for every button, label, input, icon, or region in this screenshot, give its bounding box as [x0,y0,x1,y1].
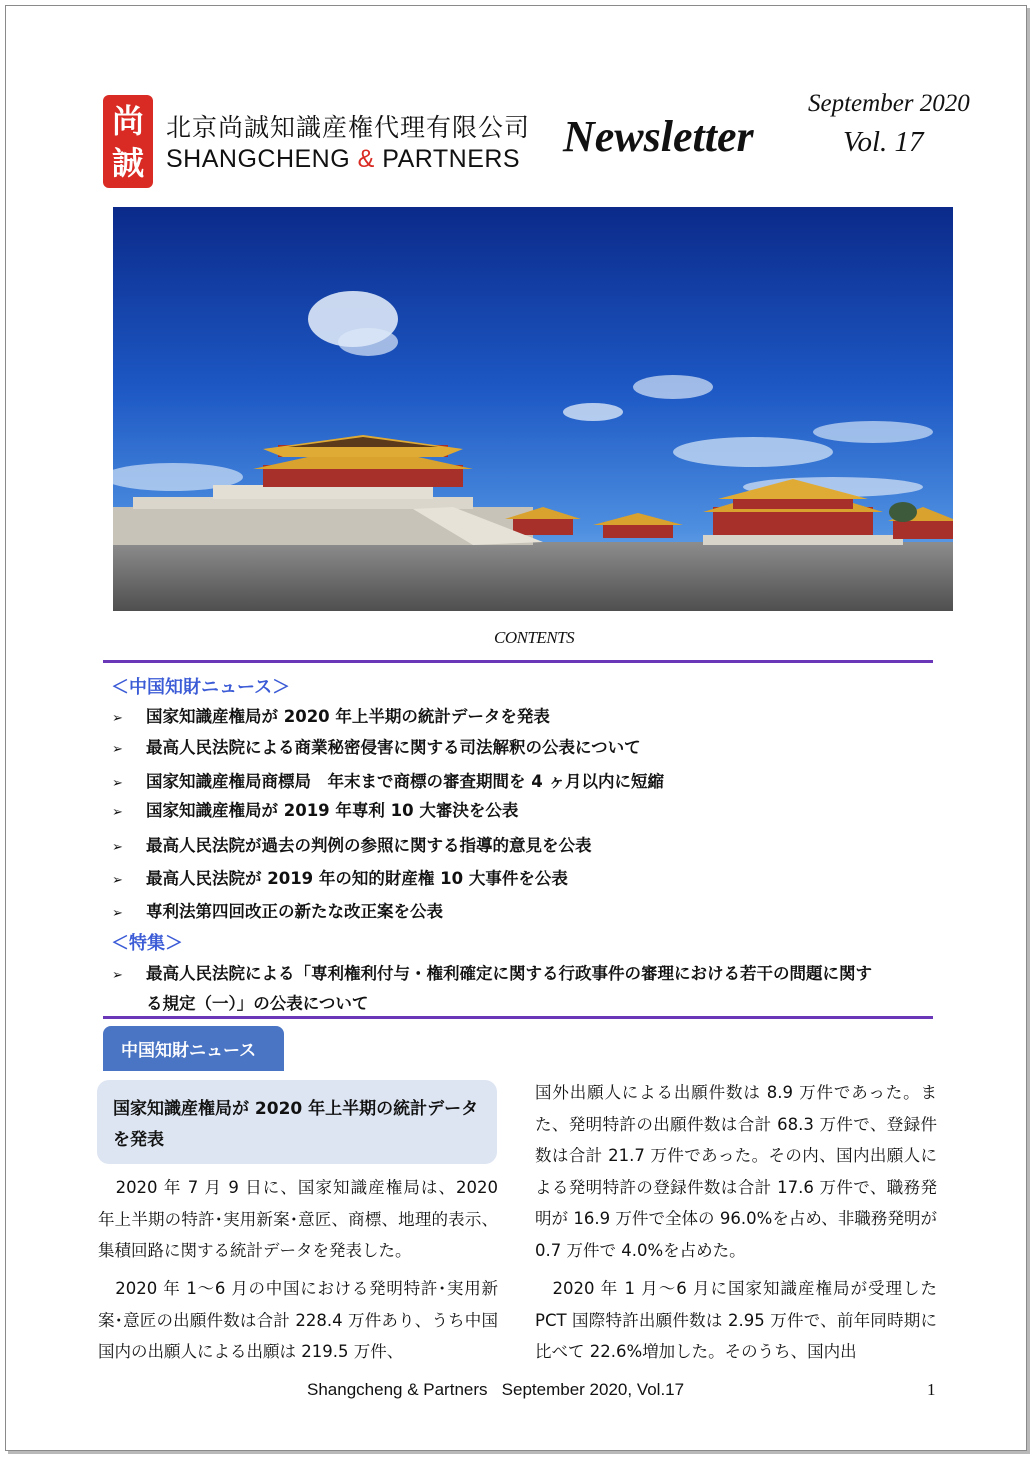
toc-item[interactable]: ➢ 国家知識産権局が 2020 年上半期の統計データを発表 [112,707,550,726]
arrow-bullet-icon: ➢ [112,805,123,820]
company-name-chinese: 北京尚誠知識産権代理有限公司 [166,113,531,142]
toc-section-china-ip-news: ＜中国知財ニュース＞ [111,677,291,698]
contents-top-rule [103,660,933,663]
toc-item[interactable]: ➢ 国家知識産権局が 2019 年専利 10 大審決を公表 [112,801,519,820]
arrow-bullet-icon: ➢ [112,968,123,983]
toc-item-special-continued: る規定（一）」の公表について [146,994,369,1013]
company-en-part1: SHANGCHENG [166,145,351,173]
contents-bottom-rule [103,1016,933,1019]
company-name-english [166,145,520,174]
article-paragraph-left-1: 2020 年 7 月 9 日に、国家知識産権局は、2020 年上半期の特許･実用新案･意匠、商標、地理的表示、集積回路に関する統計データを発表した。 [98,1178,498,1260]
company-seal-logo [103,95,153,188]
seal-char-2: 誠 [111,143,144,182]
toc-item[interactable]: ➢ 専利法第四回改正の新たな改正案を公表 [112,902,443,921]
hero-photo-forbidden-city [113,207,953,611]
article-paragraph-left-2: 2020 年 1～6 月の中国における発明特許･実用新案･意匠の出願件数は合計 228.4 万件あり、うち中国国内の出願人による出願は 219.5 万件、 [98,1279,498,1361]
arrow-bullet-icon: ➢ [112,906,123,921]
toc-item[interactable]: ➢ 最高人民法院が 2019 年の知的財産権 10 大事件を公表 [112,869,568,888]
arrow-bullet-icon: ➢ [112,742,123,757]
seal-char-1: 尚 [111,101,144,140]
toc-item[interactable]: ➢ 国家知識産権局商標局 年末まで商標の審査期間を 4 ヶ月以内に短縮 [112,772,664,791]
arrow-bullet-icon: ➢ [112,776,123,791]
issue-volume: Vol. 17 [843,126,924,158]
arrow-bullet-icon: ➢ [112,711,123,726]
issue-date: September 2020 [808,90,970,117]
newsletter-title: Newsletter [563,112,754,161]
toc-item[interactable]: ➢ 最高人民法院が過去の判例の参照に関する指導的意見を公表 [112,836,592,855]
company-en-amp: & [357,145,375,173]
article-paragraph-right-1: 国外出願人による出願件数は 8.9 万件であった。また、発明特許の出願件数は合計 68.3 万件で、登録件数は合計 21.7 万件であった。その内、国内出願人による発明特許の登録件数は合計 17.6 万件で、職務発明が 16.9 万件で全体の 96.0%を占め、非職務発明が 0.7 万件で 4.0%を占めた。 [535,1083,937,1260]
page-footer: Shangcheng & Partners September 2020, Vol.17 [307,1380,685,1399]
article-paragraph-right-2: 2020 年 1 月～6 月に国家知識産権局が受理した PCT 国際特許出願件数は 2.95 万件で、前年同時期に比べて 22.6%増加した。そのうち、国内出 [535,1279,937,1361]
arrow-bullet-icon: ➢ [112,840,123,855]
company-en-part2: PARTNERS [382,145,521,173]
toc-section-special: ＜特集＞ [111,933,183,954]
arrow-bullet-icon: ➢ [112,873,123,888]
section-tab-china-ip-news: 中国知財ニュース [103,1026,284,1071]
contents-label: CONTENTS [494,628,575,647]
article-title-box: 国家知識産権局が 2020 年上半期の統計データを発表 [97,1080,497,1164]
toc-item[interactable]: ➢ 最高人民法院による商業秘密侵害に関する司法解釈の公表について [112,738,641,757]
page-number: 1 [927,1380,936,1399]
toc-item-special[interactable]: ➢ 最高人民法院による「専利権利付与・権利確定に関する行政事件の審理における若干の問題に関す [112,964,872,983]
section-tab-underline [103,1069,283,1071]
